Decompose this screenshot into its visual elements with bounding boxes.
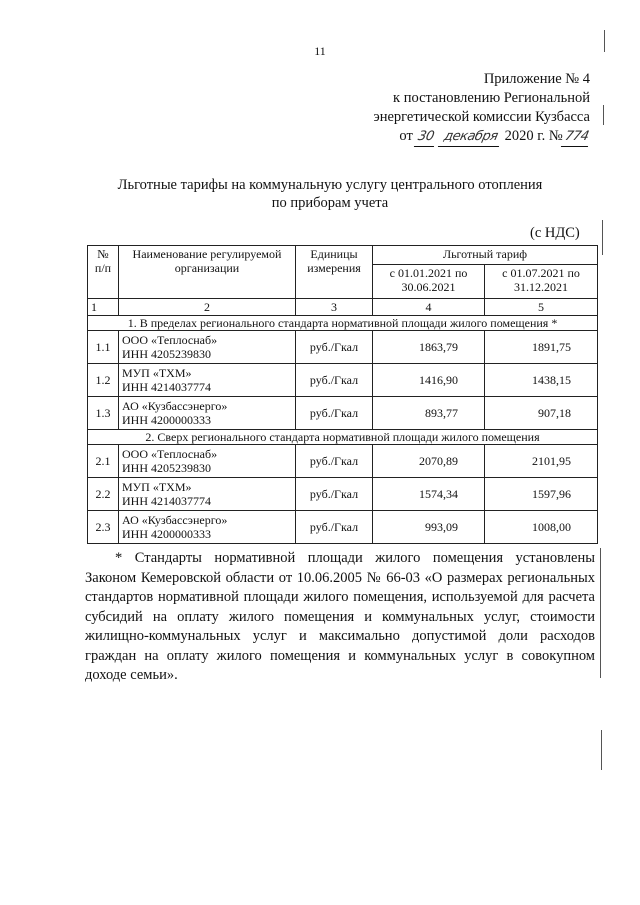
row-num: 1.2: [88, 364, 119, 397]
row-num: 2.2: [88, 478, 119, 511]
row-tariff-2: 1597,96: [485, 478, 598, 511]
row-tariff-2: 907,18: [485, 397, 598, 430]
row-tariff-1: 1574,34: [373, 478, 485, 511]
col-number: 3: [296, 299, 373, 316]
row-units: руб./Гкал: [296, 478, 373, 511]
row-units: руб./Гкал: [296, 511, 373, 544]
date-prefix: от: [399, 128, 413, 144]
row-tariff-1: 993,09: [373, 511, 485, 544]
org-inn: ИНН 4200000333: [122, 527, 211, 541]
row-org: [119, 511, 296, 544]
tariff-table: [87, 245, 598, 544]
row-num: 2.1: [88, 445, 119, 478]
scan-edge-mark: [600, 548, 601, 678]
row-org: [119, 478, 296, 511]
section-row: [88, 316, 598, 331]
row-units: руб./Гкал: [296, 331, 373, 364]
col-number: 5: [485, 299, 598, 316]
row-units: руб./Гкал: [296, 364, 373, 397]
org-name: АО «Кузбассэнерго»: [122, 513, 228, 527]
footnote-text: * Стандарты нормативной площади жилого помещения установлены Законом Кемеровской области от 10.06.2005 № 66-03 «О размерах региональных стандартов нормативной площади жилого помещения, используемой для расчета субсидий на оплату жилого помещения и коммунальных услуг, стоимости жилищно-коммунальных услуг и максимально допустимой доли расходов граждан на оплату жилого помещения и коммунальных услуг в совокупном доходе семьи».: [85, 550, 595, 683]
document-title: [90, 176, 570, 212]
col-number: 1: [88, 299, 119, 316]
row-tariff-2: 1891,75: [485, 331, 598, 364]
org-name: ООО «Теплоснаб»: [122, 333, 218, 347]
row-org: [119, 445, 296, 478]
org-name: ООО «Теплоснаб»: [122, 447, 218, 461]
row-tariff-2: 2101,95: [485, 445, 598, 478]
scan-edge-mark: [603, 105, 604, 125]
row-org: [119, 397, 296, 430]
row-tariff-1: 1416,90: [373, 364, 485, 397]
appendix-title: Приложение № 4: [483, 71, 590, 87]
org-name: МУП «ТХМ»: [122, 366, 192, 380]
appendix-decree-ref: к постановлению Региональной: [393, 90, 590, 106]
scan-edge-mark: [601, 730, 602, 770]
date-year: 2020 г. №: [504, 128, 563, 144]
vat-note: (с НДС): [530, 225, 580, 241]
handwritten-day: 30: [414, 127, 438, 147]
table-row: [88, 478, 598, 511]
section-row: [88, 430, 598, 445]
section-title: 1. В пределах регионального стандарта нормативной площади жилого помещения *: [88, 316, 598, 331]
handwritten-doc-number: 774: [561, 127, 593, 147]
header-period-1: с 01.01.2021 по 30.06.2021: [373, 264, 485, 298]
org-name: МУП «ТХМ»: [122, 480, 192, 494]
row-tariff-1: 893,77: [373, 397, 485, 430]
header-period-2: с 01.07.2021 по 31.12.2021: [485, 264, 598, 298]
org-inn: ИНН 4205239830: [122, 461, 211, 475]
col-number: 2: [119, 299, 296, 316]
row-num: 2.3: [88, 511, 119, 544]
header-tariff: Льготный тариф: [373, 246, 598, 265]
title-line-1: Льготные тарифы на коммунальную услугу центрального отопления: [117, 177, 543, 193]
footnote: [85, 549, 595, 686]
org-inn: ИНН 4200000333: [122, 413, 211, 427]
table-row: [88, 331, 598, 364]
appendix-commission: энергетической комиссии Кузбасса: [373, 109, 590, 125]
col-number: 4: [373, 299, 485, 316]
table-header-row: [88, 246, 598, 265]
table-row: [88, 397, 598, 430]
org-inn: ИНН 4214037774: [122, 380, 211, 394]
handwritten-month: декабря: [437, 127, 503, 147]
org-inn: ИНН 4205239830: [122, 347, 211, 361]
row-units: руб./Гкал: [296, 445, 373, 478]
row-num: 1.1: [88, 331, 119, 364]
header-org: Наименование регулируемой организации: [119, 246, 296, 299]
row-org: [119, 331, 296, 364]
row-num: 1.3: [88, 397, 119, 430]
scan-edge-mark: [602, 220, 603, 255]
row-tariff-2: 1438,15: [485, 364, 598, 397]
header-units: Единицы измерения: [296, 246, 373, 299]
title-line-2: по приборам учета: [271, 195, 389, 211]
page-number: 11: [314, 44, 326, 58]
row-units: руб./Гкал: [296, 397, 373, 430]
scan-edge-mark: [604, 30, 605, 52]
table-row: [88, 364, 598, 397]
appendix-date-line: [300, 127, 590, 147]
org-name: АО «Кузбассэнерго»: [122, 399, 228, 413]
row-org: [119, 364, 296, 397]
table-row: [88, 511, 598, 544]
column-number-row: [88, 299, 598, 316]
row-tariff-2: 1008,00: [485, 511, 598, 544]
row-tariff-1: 1863,79: [373, 331, 485, 364]
header-num: № п/п: [88, 246, 119, 299]
row-tariff-1: 2070,89: [373, 445, 485, 478]
org-inn: ИНН 4214037774: [122, 494, 211, 508]
appendix-header: [300, 70, 590, 147]
table-row: [88, 445, 598, 478]
section-title: 2. Сверх регионального стандарта нормативной площади жилого помещения: [88, 430, 598, 445]
